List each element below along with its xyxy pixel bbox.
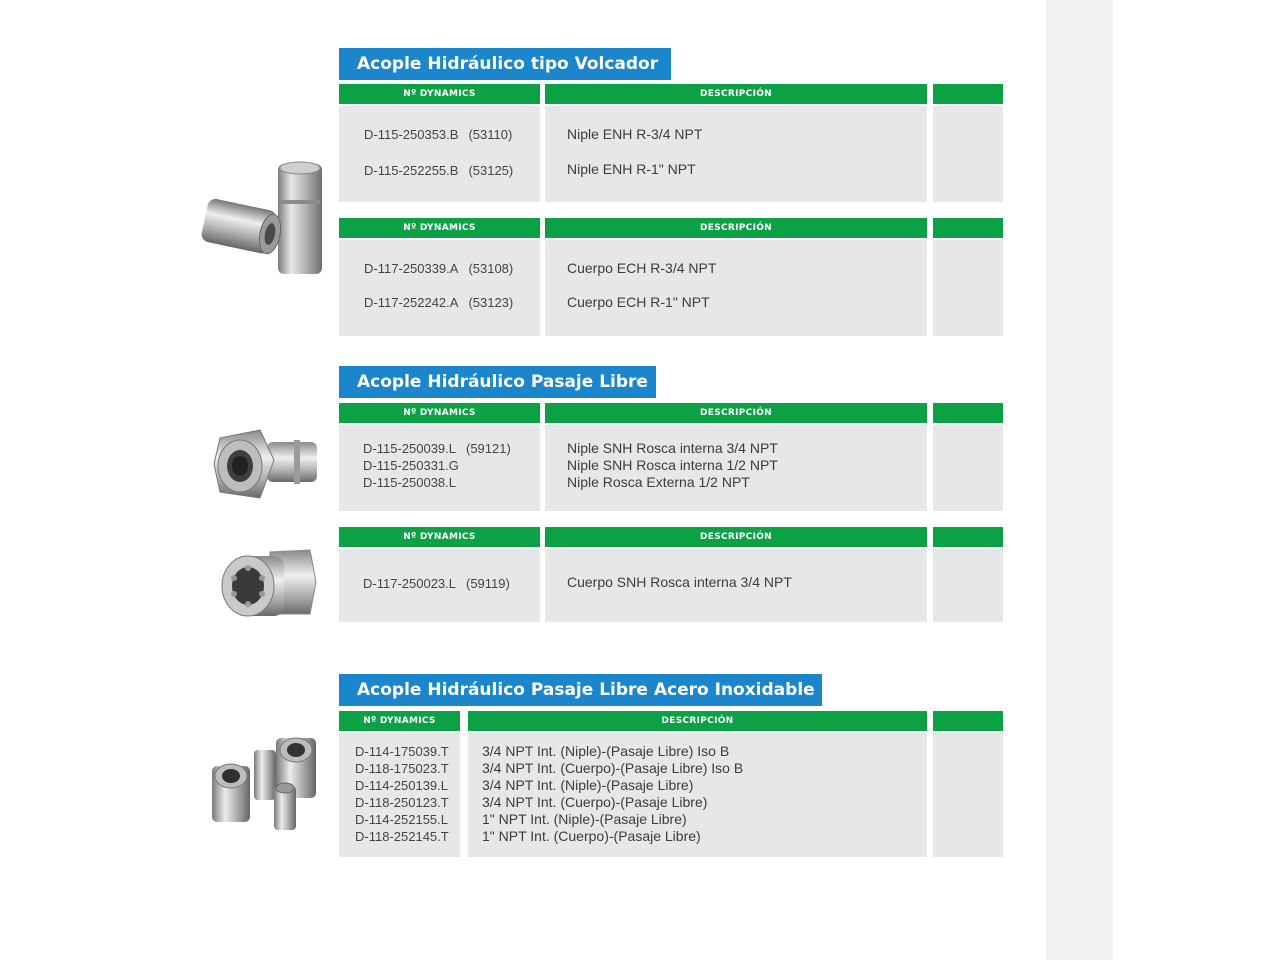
table-row: D-115-250038.L — [363, 475, 456, 490]
row-description: Cuerpo SNH Rosca interna 3/4 NPT — [567, 574, 792, 590]
description-cell — [545, 106, 927, 202]
header-extra — [933, 403, 1003, 423]
row-description: 3/4 NPT Int. (Cuerpo)-(Pasaje Libre) Iso B — [482, 760, 744, 776]
header-code: Nº DYNAMICS — [339, 711, 460, 731]
extra-cell — [933, 549, 1003, 622]
header-description: DESCRIPCIÓN — [545, 84, 927, 104]
description-cell — [545, 240, 927, 336]
row-description: Cuerpo ECH R-1" NPT — [567, 294, 710, 310]
header-code: Nº DYNAMICS — [339, 218, 540, 238]
code-cell — [339, 240, 540, 336]
row-description: 3/4 NPT Int. (Niple)-(Pasaje Libre) Iso B — [482, 743, 730, 759]
table-row: D-118-252145.T — [355, 829, 449, 844]
header-description: DESCRIPCIÓN — [545, 527, 927, 547]
row-description: 3/4 NPT Int. (Niple)-(Pasaje Libre) — [482, 777, 694, 793]
header-extra — [933, 711, 1003, 731]
table-row: D-114-252155.L — [355, 812, 448, 827]
product-table-acero-inoxidable — [339, 711, 1003, 857]
table-row: D-114-175039.T — [355, 744, 449, 759]
table-row: D-118-175023.T — [355, 761, 449, 776]
table-row: D-117-250023.L (59119) — [363, 576, 510, 591]
product-table-volcador-cuerpo — [339, 218, 1003, 336]
table-row: D-115-250331.G — [363, 458, 459, 473]
extra-cell — [933, 106, 1003, 202]
extra-cell — [933, 240, 1003, 336]
row-description: Cuerpo ECH R-3/4 NPT — [567, 260, 717, 276]
header-description: DESCRIPCIÓN — [545, 403, 927, 423]
code-cell — [339, 106, 540, 202]
coupler-pair-photo-icon — [198, 160, 328, 280]
extra-cell — [933, 425, 1003, 511]
header-code: Nº DYNAMICS — [339, 527, 540, 547]
row-description: 3/4 NPT Int. (Cuerpo)-(Pasaje Libre) — [482, 794, 708, 810]
header-description: DESCRIPCIÓN — [468, 711, 927, 731]
header-extra — [933, 218, 1003, 238]
right-margin-band — [1046, 0, 1113, 960]
coupler-body-photo-icon — [214, 542, 320, 628]
section-title-pasaje-libre: Acople Hidráulico Pasaje Libre — [339, 366, 656, 398]
table-row: D-115-250039.L (59121) — [363, 441, 511, 456]
table-row: D-117-250339.A (53108) — [364, 261, 514, 276]
stainless-coupler-set-photo-icon — [206, 730, 326, 840]
row-description: Niple Rosca Externa 1/2 NPT — [567, 474, 750, 490]
row-description: 1" NPT Int. (Niple)-(Pasaje Libre) — [482, 811, 687, 827]
table-row: D-117-252242.A (53123) — [364, 295, 514, 310]
product-table-pasaje-libre-cuerpo — [339, 527, 1003, 622]
product-table-pasaje-libre-niple — [339, 403, 1003, 511]
female-thread-nipple-photo-icon — [212, 420, 324, 510]
table-row: D-118-250123.T — [355, 795, 449, 810]
row-description: 1" NPT Int. (Cuerpo)-(Pasaje Libre) — [482, 828, 701, 844]
table-row: D-115-252255.B (53125) — [364, 163, 514, 178]
row-description: Niple SNH Rosca interna 3/4 NPT — [567, 440, 778, 456]
header-description: DESCRIPCIÓN — [545, 218, 927, 238]
product-table-volcador-niple — [339, 84, 1003, 202]
header-extra — [933, 527, 1003, 547]
table-row: D-115-250353.B (53110) — [364, 127, 513, 142]
header-extra — [933, 84, 1003, 104]
section-title-volcador: Acople Hidráulico tipo Volcador — [339, 48, 671, 80]
row-description: Niple SNH Rosca interna 1/2 NPT — [567, 457, 778, 473]
header-code: Nº DYNAMICS — [339, 84, 540, 104]
section-title-acero-inoxidable: Acople Hidráulico Pasaje Libre Acero Inoxidable — [339, 674, 822, 706]
table-row: D-114-250139.L — [355, 778, 448, 793]
row-description: Niple ENH R-1" NPT — [567, 161, 696, 177]
extra-cell — [933, 733, 1003, 857]
row-description: Niple ENH R-3/4 NPT — [567, 126, 703, 142]
header-code: Nº DYNAMICS — [339, 403, 540, 423]
